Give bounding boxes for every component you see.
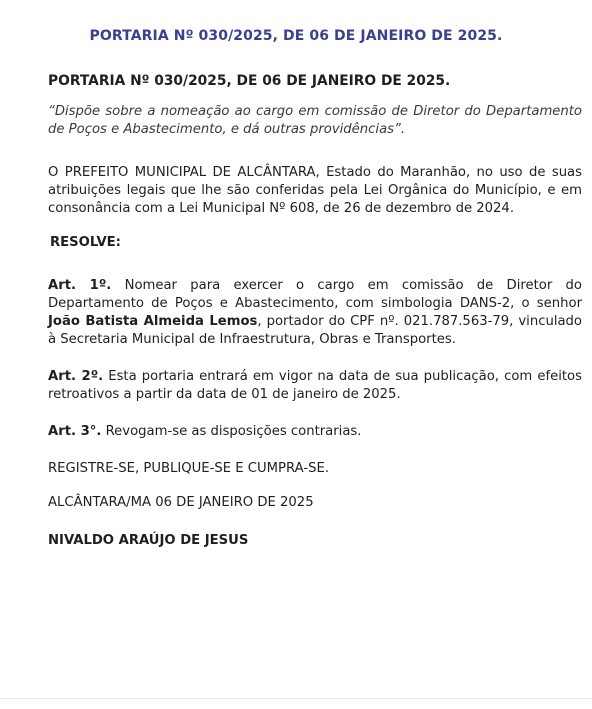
resolve-heading: RESOLVE:: [50, 235, 121, 250]
document-title: PORTARIA Nº 030/2025, DE 06 DE JANEIRO DE 2025.: [48, 73, 451, 89]
article-1: [48, 277, 582, 349]
article-3-label: Art. 3°.: [48, 424, 102, 439]
signer-name: NIVALDO ARAÚJO DE JESUS: [48, 533, 249, 548]
article-3-text: Revogam-se as disposições contrarias.: [101, 424, 362, 439]
place-date: ALCÂNTARA/MA 06 DE JANEIRO DE 2025: [48, 495, 314, 510]
header-title: PORTARIA Nº 030/2025, DE 06 DE JANEIRO DE 2025.: [89, 28, 503, 44]
document-body: [48, 72, 582, 550]
article-1-text-after: , portador do CPF nº. 021.787.563-79, vinculado à Secretaria Municipal de Infraestrutura, Obras e Transportes.: [48, 314, 582, 347]
appointee-name: João Batista Almeida Lemos: [48, 314, 258, 329]
preamble-text: O PREFEITO MUNICIPAL DE ALCÂNTARA, Estado do Maranhão, no uso de suas atribuições legais que lhe são conferidas pela Lei Orgânica do Município, e em consonância com a Lei Municipal Nº 608, de 26 de dezembro de 2024.: [48, 165, 582, 216]
article-1-label: Art. 1º.: [48, 278, 112, 293]
closing-formula: REGISTRE-SE, PUBLIQUE-SE E CUMPRA-SE.: [48, 461, 330, 476]
article-2-label: Art. 2º.: [48, 369, 104, 384]
article-1-text-before: Nomear para exercer o cargo em comissão de Diretor do Departamento de Poços e Abastecimento, com simbologia DANS-2, o senhor: [48, 278, 582, 311]
ementa-text: “Dispõe sobre a nomeação ao cargo em comissão de Diretor do Departamento de Poços e Abastecimento, e dá outras providências”.: [48, 104, 582, 137]
article-2: [48, 368, 582, 404]
article-2-text: Esta portaria entrará em vigor na data de sua publicação, com efeitos retroativos a partir da data de 01 de janeiro de 2025.: [48, 369, 582, 402]
article-3: [48, 423, 582, 441]
bottom-divider: [0, 698, 592, 699]
